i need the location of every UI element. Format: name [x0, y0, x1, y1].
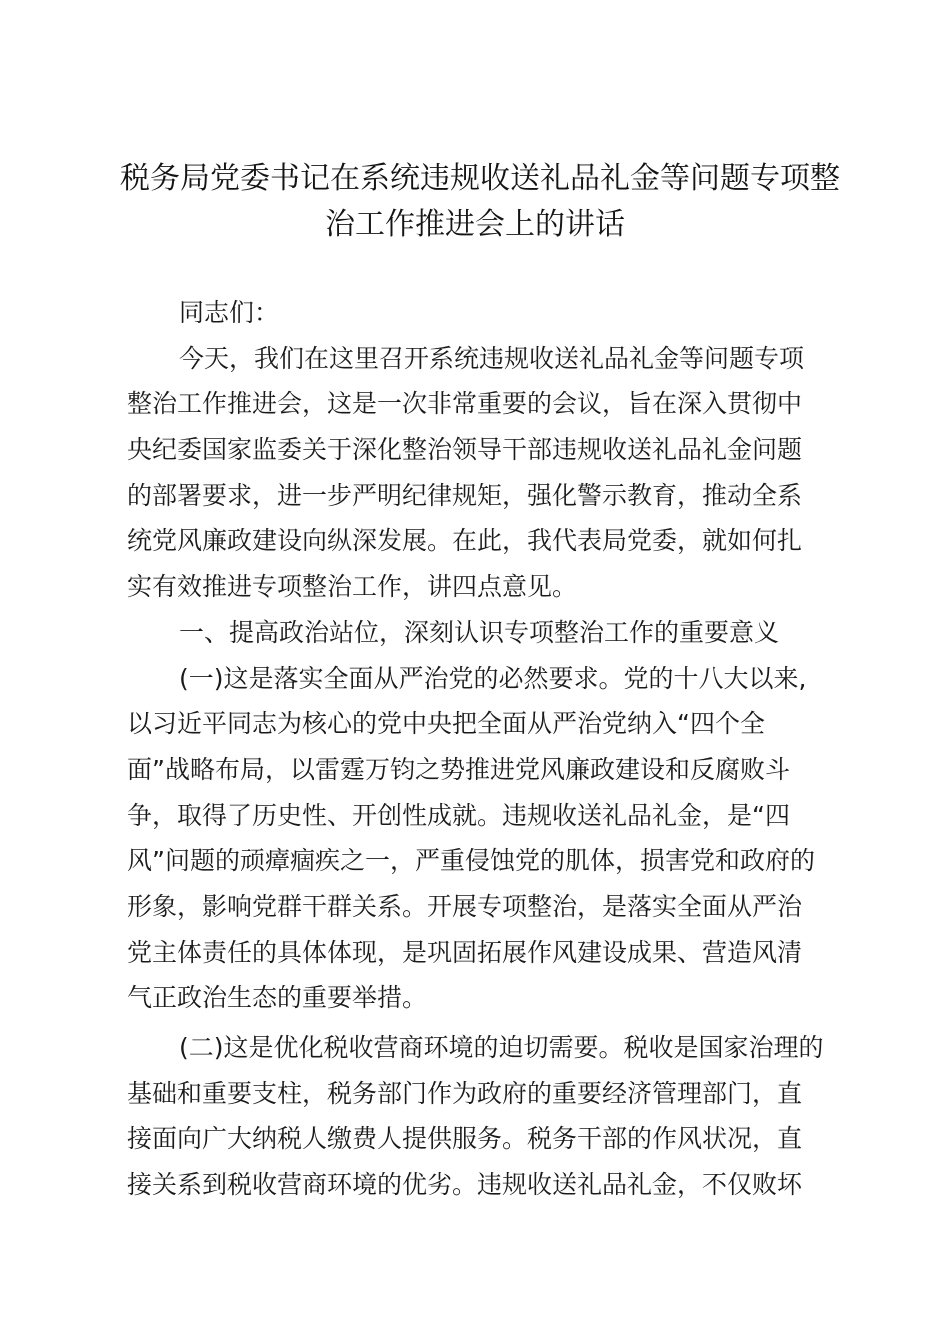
paragraph-line: 基础和重要支柱，税务部门作为政府的重要经济管理部门，直 [127, 1078, 803, 1108]
section-heading-1 [127, 610, 832, 656]
title-line: 税务局党委书记在系统违规收送礼品礼金等问题专项整 [120, 161, 840, 196]
paragraph-line: 风”问题的顽瘴痼疾之一，严重侵蚀党的肌体，损害党和政府的 [127, 846, 815, 876]
document-title [120, 154, 840, 245]
paragraph-line: 的部署要求，进一步严明纪律规矩，强化警示教育，推动全系 [127, 480, 803, 510]
document-body [127, 290, 832, 1208]
paragraph-line: 以习近平同志为核心的党中央把全面从严治党纳入“四个全 [127, 709, 765, 739]
paragraph-point-1 [127, 656, 832, 1022]
section-heading: 一、提高政治站位，深刻认识专项整治工作的重要意义 [179, 617, 780, 647]
paragraph-line: 争，取得了历史性、开创性成就。违规收送礼品礼金，是“四 [127, 800, 790, 830]
paragraph-opening [127, 336, 832, 610]
paragraph-line: 形象，影响党群干群关系。开展专项整治，是落实全面从严治 [127, 891, 803, 921]
greeting: 同志们： [179, 298, 280, 327]
paragraph-line: 接关系到税收营商环境的优劣。违规收送礼品礼金，不仅败坏 [127, 1170, 803, 1200]
paragraph-line: 整治工作推进会，这是一次非常重要的会议，旨在深入贯彻中 [127, 389, 803, 419]
paragraph-line: (二)这是优化税收营商环境的迫切需要。税收是国家治理的 [179, 1033, 824, 1062]
paragraph-line: 面”战略布局，以雷霆万钧之势推进党风廉政建设和反腐败斗 [127, 754, 790, 784]
paragraph-line: 接面向广大纳税人缴费人提供服务。税务干部的作风状况，直 [127, 1124, 803, 1154]
paragraph-line: 今天，我们在这里召开系统违规收送礼品礼金等问题专项 [179, 343, 805, 373]
paragraph-line: 党主体责任的具体体现，是巩固拓展作风建设成果、营造风清 [127, 937, 803, 967]
paragraph-point-2 [127, 1025, 832, 1208]
paragraph-line: 统党风廉政建设向纵深发展。在此，我代表局党委，就如何扎 [127, 526, 803, 556]
paragraph-line: (一)这是落实全面从严治党的必然要求。党的十八大以来, [179, 663, 807, 693]
paragraph-line: 央纪委国家监委关于深化整治领导干部违规收送礼品礼金问题 [127, 435, 803, 465]
paragraph-line: 气正政治生态的重要举措。 [127, 983, 428, 1013]
title-line: 治工作推进会上的讲话 [325, 206, 625, 242]
paragraph-line: 实有效推进专项整治工作，讲四点意见。 [127, 572, 578, 602]
